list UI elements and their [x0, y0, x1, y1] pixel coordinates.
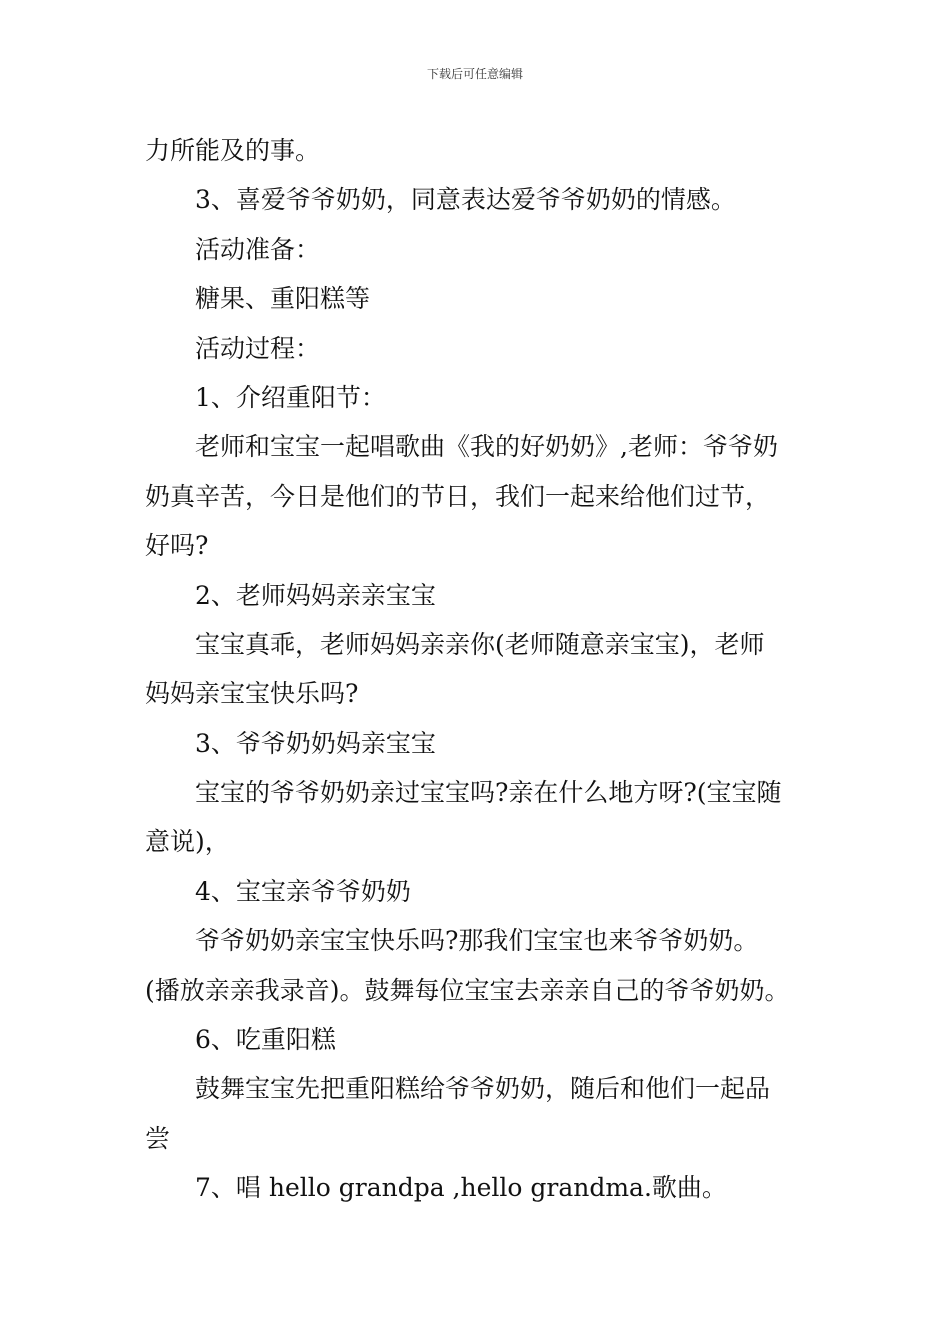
text-line: 奶真辛苦，今日是他们的节日，我们一起来给他们过节，	[145, 481, 771, 511]
text-line: 尝	[145, 1123, 171, 1153]
text-line: 妈妈亲宝宝快乐吗?	[145, 679, 359, 709]
text-line: 糖果、重阳糕等	[195, 284, 371, 314]
text-line: 好吗?	[145, 531, 209, 561]
step-heading: 4、宝宝亲爷爷奶奶	[195, 876, 411, 906]
text-line: 宝宝的爷爷奶奶亲过宝宝吗?亲在什么地方呀?(宝宝随	[195, 778, 782, 808]
step-heading: 6、吃重阳糕	[195, 1025, 336, 1055]
text-line: 宝宝真乖，老师妈妈亲亲你(老师随意亲宝宝)，老师	[195, 629, 765, 659]
text-line: (播放亲亲我录音)。鼓舞每位宝宝去亲亲自己的爷爷奶奶。	[145, 975, 790, 1005]
step-heading: 2、老师妈妈亲亲宝宝	[195, 580, 436, 610]
text-line: 3、喜爱爷爷奶奶，同意表达爱爷爷奶奶的情感。	[195, 185, 736, 215]
text-line: 老师和宝宝一起唱歌曲《我的好奶奶》,老师：爷爷奶	[195, 432, 778, 462]
text-line: 鼓舞宝宝先把重阳糕给爷爷奶奶，随后和他们一起品	[195, 1074, 771, 1104]
text-line: 力所能及的事。	[145, 136, 321, 165]
document-body	[145, 126, 815, 1213]
step-heading: 3、爷爷奶奶妈亲宝宝	[195, 728, 436, 758]
step-heading: 1、介绍重阳节：	[195, 382, 386, 412]
section-heading: 活动过程：	[195, 333, 321, 363]
page-header: 下载后可任意编辑	[426, 67, 523, 81]
section-heading: 活动准备：	[195, 234, 321, 264]
text-line: 意说)，	[145, 827, 230, 857]
step-heading: 7、唱 hello grandpa ,hello grandma.歌曲。	[195, 1173, 727, 1203]
text-line: 爷爷奶奶亲宝宝快乐吗?那我们宝宝也来爷爷奶奶。	[195, 926, 759, 956]
